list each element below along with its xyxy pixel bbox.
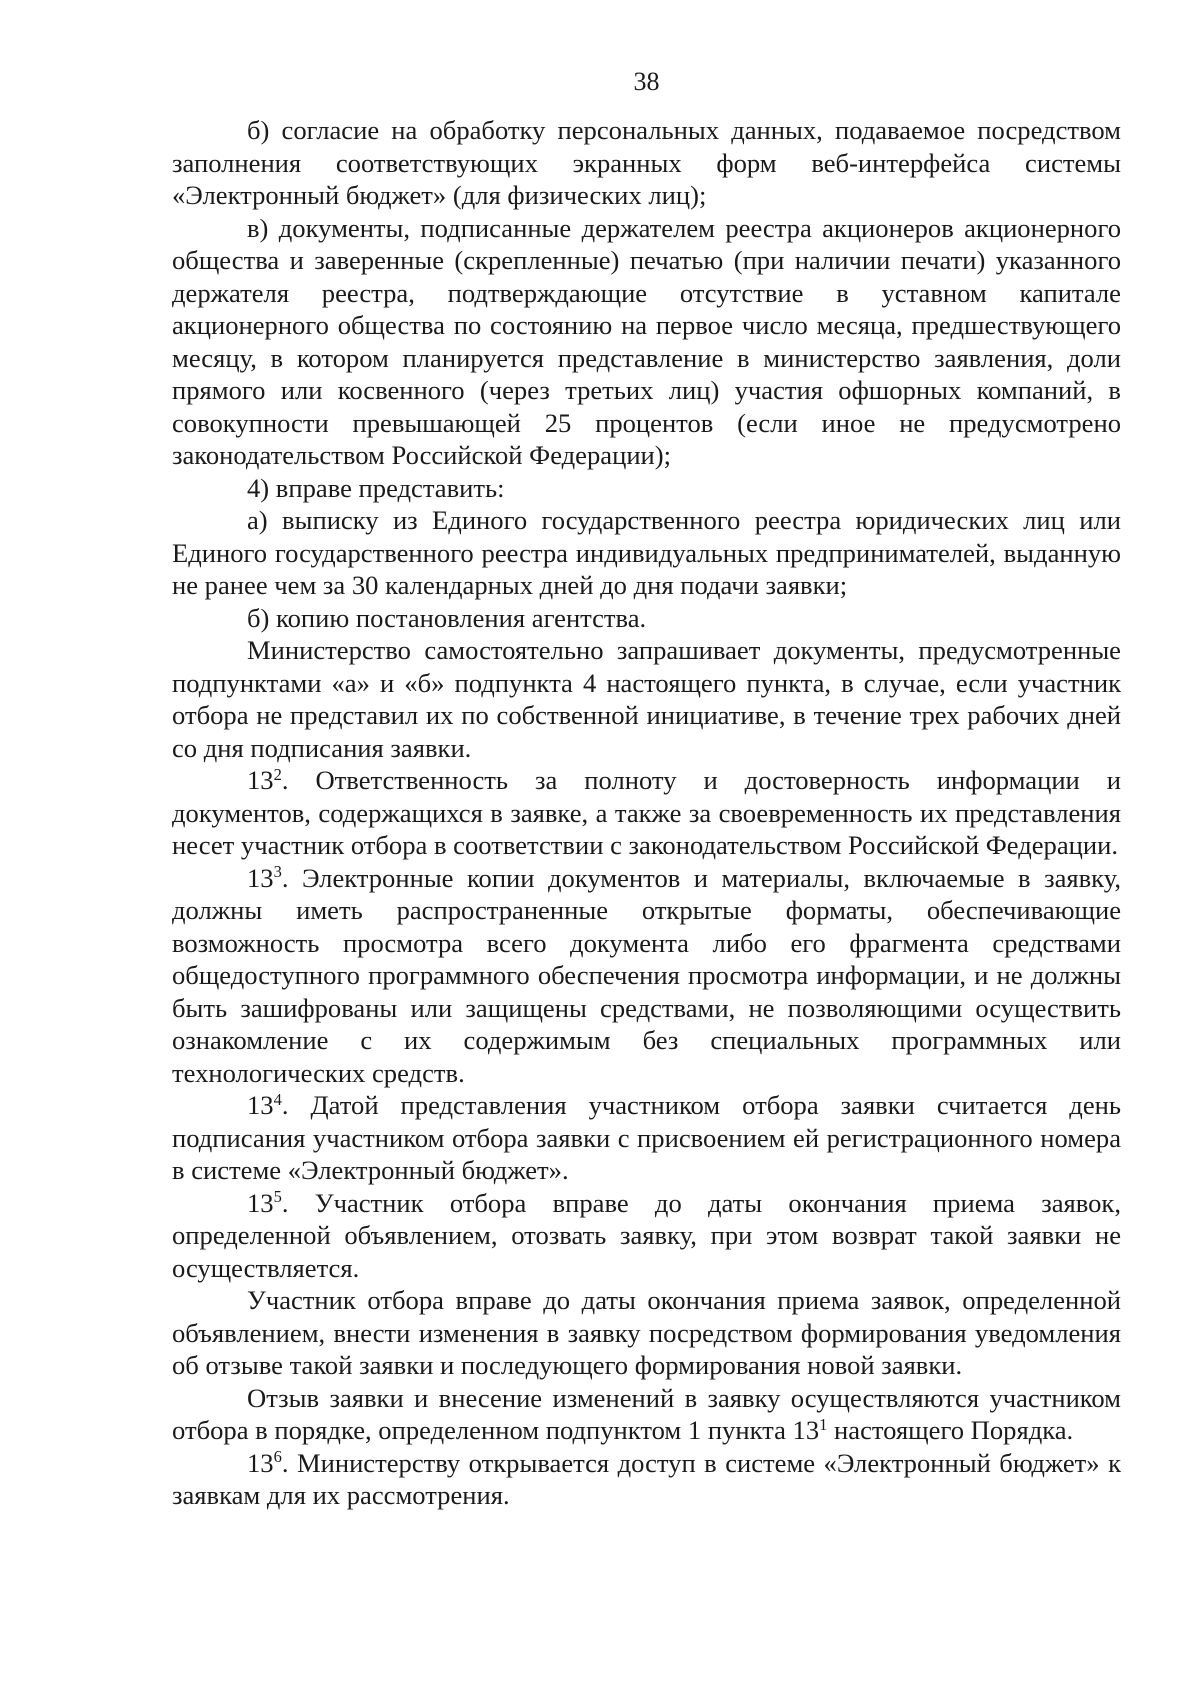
page-number: 38 xyxy=(633,67,660,96)
paragraph-shareholder-documents: в) документы, подписанные держателем реестра акционеров акционерного общества и заверенные (скрепленные) печатью (при наличии печати) указанного держателя реестра, подтверждающие отсутствие в уставном капитале акционерного общества по состоянию на первое число месяца, предшествующего месяцу, в котором планируется представление в министерство заявления, доли прямого или косвенного (через третьих лиц) участия офшорных компаний, в совокупности превышающей 25 процентов (если иное не предусмотрено законодательством Российской Федерации); xyxy=(172,212,1121,470)
paragraph-13-5 xyxy=(172,1187,1121,1285)
paragraph-amendments: Участник отбора вправе до даты окончания приема заявок, определенной объявлением, внести изменения в заявку посредством формирования уведомления об отзыве такой заявки и последующего формирования новой заявки. xyxy=(172,1285,1121,1380)
clause-superscript: 4 xyxy=(273,1089,282,1109)
clause-superscript: 3 xyxy=(273,862,282,882)
clause-text: . Ответственность за полноту и достоверность информации и документов, содержащихся в заявке, а также за своевременность их представления несет участник отбора в соответствии с законодательством Российской Федерации. xyxy=(172,765,1121,860)
paragraph-13-6 xyxy=(172,1447,1121,1512)
paragraph-consent: б) согласие на обработку персональных данных, подаваемое посредством заполнения соответствующих экранных форм веб-интерфейса системы «Электронный бюджет» (для физических лиц); xyxy=(172,115,1121,210)
paragraph-13-3 xyxy=(172,862,1121,1090)
clause-number: 13 xyxy=(247,1187,274,1218)
paragraph-text-after: настоящего Порядка. xyxy=(827,1415,1074,1445)
paragraph-ministry-requests: Министерство самостоятельно запрашивает документы, предусмотренные подпунктами «а» и «б» подпункта 4 настоящего пункта, в случае, если участник отбора не представил их по собственной инициативе, в течение трех рабочих дней со дня подписания заявки. xyxy=(172,635,1121,763)
clause-text: . Электронные копии документов и материалы, включаемые в заявку, должны иметь распространенные открытые форматы, обеспечивающие возможность просмотра всего документа либо его фрагмента средствами общедоступного программного обеспечения просмотра информации, и не должны быть зашифрованы или защищены средствами, не позволяющими осуществить ознакомление с их содержимым без специальных программных или технологических средств. xyxy=(172,862,1121,1088)
clause-number: 13 xyxy=(247,1447,274,1478)
clause-number: 13 xyxy=(247,765,274,795)
clause-text: . Министерству открывается доступ в системе «Электронный бюджет» к заявкам для их рассмотрения. xyxy=(172,1447,1121,1510)
paragraph-agency-resolution: б) копию постановления агентства. xyxy=(247,602,647,633)
reference-superscript: 1 xyxy=(819,1414,828,1434)
clause-number: 13 xyxy=(247,862,274,893)
paragraph-text-before: Отзыв заявки и внесение изменений в заявку осуществляются участником отбора в порядке, определенном подпунктом 1 пункта 13 xyxy=(172,1382,1121,1445)
document-body xyxy=(172,114,1121,1512)
paragraph-may-submit: 4) вправе представить: xyxy=(247,472,505,503)
clause-superscript: 6 xyxy=(273,1447,282,1467)
clause-number: 13 xyxy=(247,1090,274,1120)
clause-text: . Датой представления участником отбора заявки считается день подписания участником отбора заявки с присвоением ей регистрационного номера в системе «Электронный бюджет». xyxy=(172,1090,1121,1185)
paragraph-13-4 xyxy=(172,1089,1121,1187)
paragraph-registry-extract: а) выписку из Единого государственного реестра юридических лиц или Единого государственного реестра индивидуальных предпринимателей, выданную не ранее чем за 30 календарных дней до дня подачи заявки; xyxy=(172,505,1121,600)
paragraph-13-2 xyxy=(172,764,1121,862)
clause-text: . Участник отбора вправе до даты окончания приема заявок, определенной объявлением, отозвать заявку, при этом возврат такой заявки не осуществляется. xyxy=(172,1187,1121,1283)
clause-superscript: 5 xyxy=(273,1187,282,1207)
document-page xyxy=(172,0,1121,1697)
paragraph-withdrawal-procedure xyxy=(172,1382,1121,1447)
clause-superscript: 2 xyxy=(273,764,282,784)
